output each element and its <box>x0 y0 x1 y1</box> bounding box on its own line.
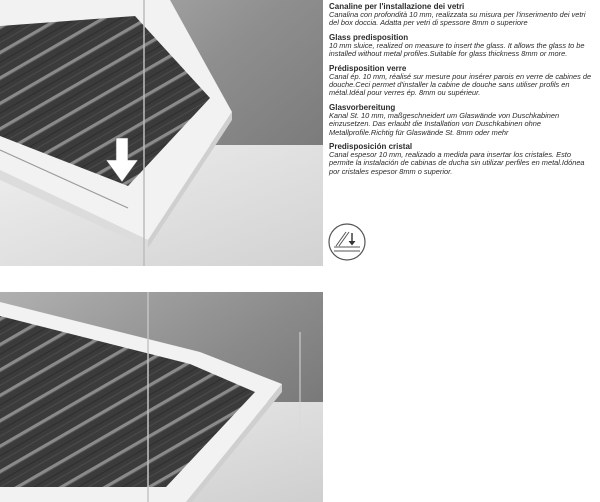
glass-channel-icon <box>327 222 367 262</box>
description-column <box>329 2 595 181</box>
section-body: 10 mm sluice, realized on measure to insert the glass. It allows the glass to be installed without metal profiles.Suitable for glass thickness 8mm or more. <box>329 40 585 59</box>
section-body: Canalina con profondità 10 mm, realizzata su misura per l'inserimento dei vetri del box doccia. Adatta per vetri di spessore 8mm o superiore <box>329 10 586 28</box>
section-title: Prédisposition verre <box>329 63 407 73</box>
section-body: Kanal St. 10 mm, maßgeschneidert um Glaswände von Duschkabinen einzusetzen. Das erlaubt die Installation von Duschkabinen ohne Metallprofile.Richtig für Glaswände St. 8mm oder mehr <box>329 110 560 137</box>
section-spanish <box>329 142 595 176</box>
section-title: Glasvorbereitung <box>329 102 396 112</box>
section-english <box>329 33 595 59</box>
section-german <box>329 103 595 137</box>
section-french <box>329 64 595 98</box>
section-italian <box>329 2 595 28</box>
section-title: Predisposición cristal <box>329 142 413 152</box>
tray-photo-top <box>0 0 323 266</box>
section-body: Canal ép. 10 mm, réalisé sur mesure pour insérer parois en verre de cabines de douche.Ceci permet d'installer la cabine de douche sans utiliser profils en métal.Idéal pour verres ép. 8mm ou supérieur. <box>329 71 592 98</box>
section-body: Canal espesor 10 mm, realizado a medida para insertar los cristales. Esto permite la instalación de cabinas de ducha sin utilizar perfiles en metal.Idónea por cristales espesor 8mm o superior. <box>329 150 585 176</box>
section-title: Canaline per l'installazione dei vetri <box>329 2 465 11</box>
section-title: Glass predisposition <box>329 32 409 42</box>
tray-photo-bottom <box>0 292 323 502</box>
